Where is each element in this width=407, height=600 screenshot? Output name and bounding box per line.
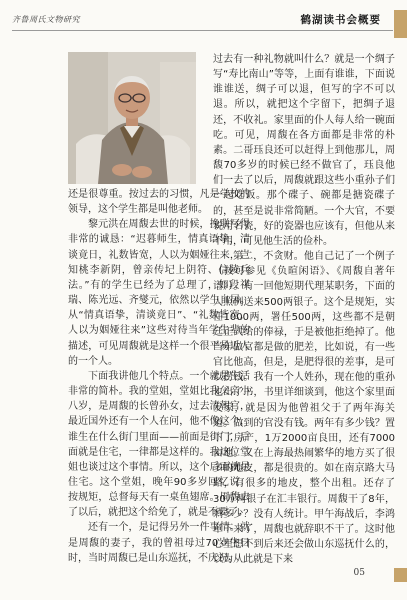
- right-text-column: [213, 52, 395, 567]
- header-left-title: 齐鲁周氏文物研究: [12, 15, 80, 24]
- paragraph: 过去有一种礼物就叫什么？就是一个绸子写“寿比南山”等等，上面有谁谁，下面说谁谁送，绸子可以退，但写的字不可以退。所以，就把这个字留下，把绸子退还，不收礼。家里面的仆人每人给一碗面吃。可见，周馥在各方面都是非常的朴素。二哥珏良还可以赶得上到他那儿，周馥70多岁的时候已经不做官了，珏良他们一去了以后，周馥就跟这些小重孙子们一起吃饭。那个碟子、碗都是搪瓷碟子的，甚至是说非常简陋。一个大官，不要说用名瓷，好的瓷器也应该有，但他从来不用，可见他生活的俭朴。: [213, 54, 395, 247]
- paragraph: 黎元洪在周馥去世的时候，挽联写得非常的诚恳：“迟暮师生，情真语挚，清谈竟日，礼数皆宽，人以为姻娅往来，岂知桃李新阴，曾亲传圮上阴符、信陵兵法。”有的学生已经为了总理了，如段祺瑞、陈光远、齐燮元，依然以学生自居。从“情真语挚，清谈竟日”、“礼数皆宽，人以为姻娅往来”这些对待当年学生辈的描述，可见周馥就是这样一个很平易近人的一个人。: [68, 219, 250, 367]
- page-number: 05: [353, 568, 365, 578]
- portrait-photo: [68, 52, 196, 184]
- header-divider: [12, 30, 393, 31]
- paragraph: 第二，不贪财。他自己记了一个例子（按可参见《负暄闲语》、《周馥自著年谱》）。有一回他短期代理某职务，下面的人照例送来500两银子。这个是规矩，实任1000两，署任500两，这些都不是朝廷正式给的俸禄，于是被他拒绝掉了。他当年做官都是做的肥差，比如说，有一些官比他高，但是，是肥得很的差事，是可以捞钱。我有一个人姓孙，现在他的重孙也出了书，书里详细谈到，他这个家里面发家，就是因为他曾祖父于了两年海关道。做到的官没有钱。两年有多少钱？置下了房产，1万2000亩良田，还有7000亩地。又在上海最热闹繁华的地方买了很多的地皮，都是很贵的。如在南京路大马路，有很多的地皮，整个出租。还存了30万两银子在汇丰银行。周馥干了8年，剩多少？没有人统计。甲午海战后，李鸿章下来了，周馥也就辞职不干了。这时他心里想不到后来还会做山东巡抚什么的，以为从此就是下来: [213, 251, 395, 566]
- footer-accent-tab: [394, 568, 407, 582]
- portrait-illustration: [68, 52, 196, 184]
- paragraph: 下面我讲他几个特点。一个就是生活非常的简朴。我的堂姐，堂姐比我父亲小八岁，是周馥的长曾孙女，过去清朝官，最近国外还有一个人在问，他不像这个，谁生在什么街门里面——前面是街门，后面就是住宅，一律都是这样的。我这位堂姐也谈过这个事情。所以，这个后面就是住宅。这个堂姐，晚年90多岁回忆说：按规矩，总督每天有一桌鱼翅席。周馥去了以后，就把这个给免了，就是不要了。: [68, 370, 250, 519]
- header-right-title: 鹤湖读书会概要: [300, 14, 381, 26]
- paragraph: 还是很尊重。按过去的习惯，凡是学校的领导，这个学生都是叫他老师。: [68, 189, 250, 216]
- paragraph: 还有一个，是记得另外一件事情。就是周馥的妻子，我的曾祖母过70岁生日时，当时周馥已是山东巡抚，不庆祝。: [68, 522, 250, 564]
- header-accent-tab: [394, 10, 407, 38]
